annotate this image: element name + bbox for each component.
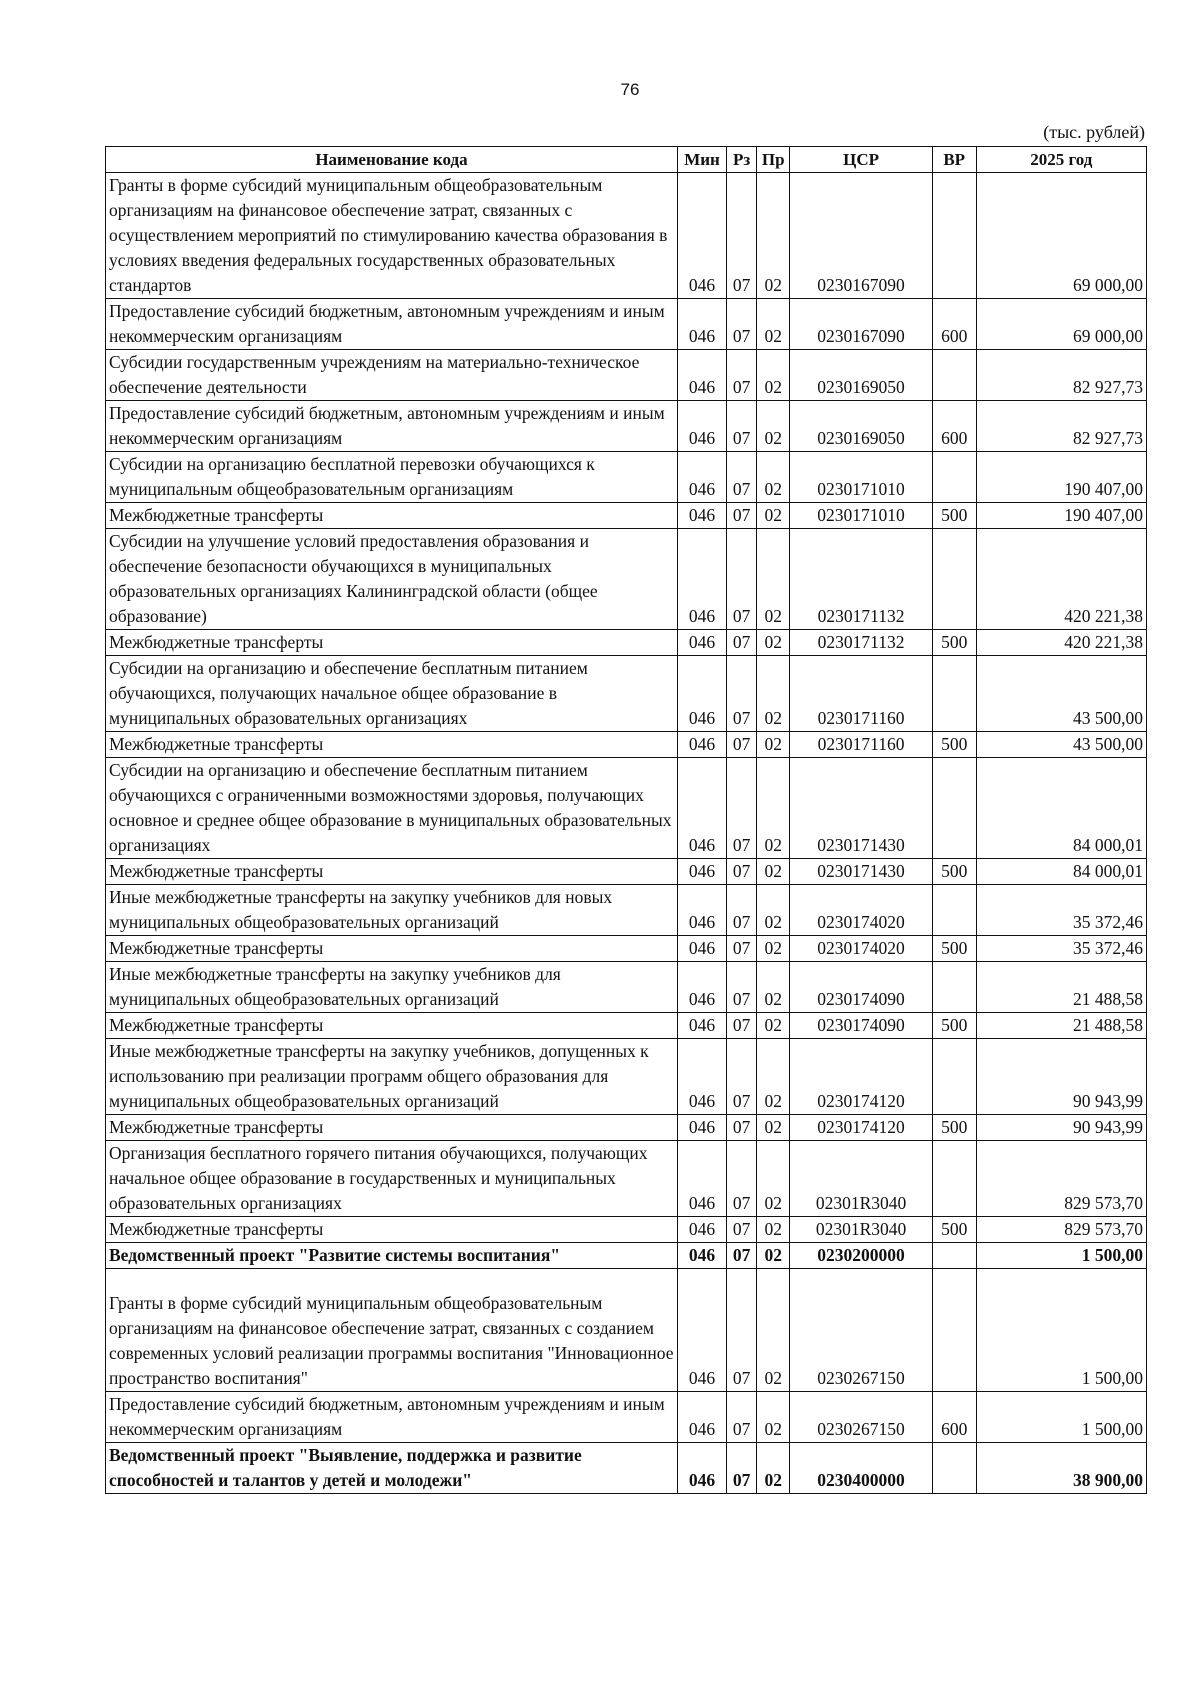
table-row <box>106 1269 1147 1392</box>
table-header-row <box>106 147 1147 173</box>
cell-amount: 84 000,01 <box>976 758 1146 859</box>
cell-rz: 07 <box>727 299 757 350</box>
table-row <box>106 1039 1147 1115</box>
cell-vr <box>932 656 976 732</box>
cell-rz: 07 <box>727 656 757 732</box>
cell-amount: 82 927,73 <box>976 401 1146 452</box>
cell-csr: 0230200000 <box>790 1243 932 1269</box>
cell-amount: 1 500,00 <box>976 1392 1146 1443</box>
cell-name: Гранты в форме субсидий муниципальным общеобразовательным организациям на финансовое обеспечение затрат, связанных с созданием современных условий реализации программы воспитания "Инновационное пространство воспитания" <box>106 1269 678 1392</box>
table-row <box>106 1013 1147 1039</box>
cell-min: 046 <box>677 1269 726 1392</box>
table-row <box>106 962 1147 1013</box>
cell-name: Ведомственный проект "Выявление, поддержка и развитие способностей и талантов у детей и молодежи" <box>106 1443 678 1494</box>
cell-vr <box>932 962 976 1013</box>
cell-vr <box>932 452 976 503</box>
cell-min: 046 <box>677 529 726 630</box>
cell-csr: 0230171132 <box>790 630 932 656</box>
cell-pr: 02 <box>757 1013 790 1039</box>
cell-rz: 07 <box>727 529 757 630</box>
cell-min: 046 <box>677 1115 726 1141</box>
table-row <box>106 630 1147 656</box>
cell-name: Иные межбюджетные трансферты на закупку учебников для муниципальных общеобразовательных организаций <box>106 962 678 1013</box>
cell-csr: 0230171132 <box>790 529 932 630</box>
cell-min: 046 <box>677 350 726 401</box>
cell-amount: 829 573,70 <box>976 1217 1146 1243</box>
cell-rz: 07 <box>727 1243 757 1269</box>
cell-vr: 600 <box>932 1392 976 1443</box>
col-header-rz: Рз <box>727 147 757 173</box>
table-row <box>106 350 1147 401</box>
cell-vr <box>932 1243 976 1269</box>
cell-pr: 02 <box>757 656 790 732</box>
table-row <box>106 1243 1147 1269</box>
cell-amount: 84 000,01 <box>976 859 1146 885</box>
col-header-min: Мин <box>677 147 726 173</box>
cell-pr: 02 <box>757 1269 790 1392</box>
cell-csr: 0230169050 <box>790 350 932 401</box>
cell-vr <box>932 758 976 859</box>
cell-csr: 0230167090 <box>790 173 932 299</box>
cell-vr <box>932 1141 976 1217</box>
cell-min: 046 <box>677 885 726 936</box>
cell-amount: 69 000,00 <box>976 173 1146 299</box>
cell-min: 046 <box>677 1141 726 1217</box>
cell-csr: 0230171010 <box>790 503 932 529</box>
cell-csr: 0230171010 <box>790 452 932 503</box>
cell-min: 046 <box>677 936 726 962</box>
cell-min: 046 <box>677 452 726 503</box>
table-row <box>106 1443 1147 1494</box>
cell-rz: 07 <box>727 1392 757 1443</box>
cell-amount: 420 221,38 <box>976 630 1146 656</box>
table-row <box>106 452 1147 503</box>
cell-min: 046 <box>677 732 726 758</box>
cell-min: 046 <box>677 656 726 732</box>
cell-amount: 190 407,00 <box>976 503 1146 529</box>
cell-csr: 0230174090 <box>790 962 932 1013</box>
cell-pr: 02 <box>757 1243 790 1269</box>
cell-name: Межбюджетные трансферты <box>106 1013 678 1039</box>
cell-vr <box>932 173 976 299</box>
cell-pr: 02 <box>757 1141 790 1217</box>
table-row <box>106 1217 1147 1243</box>
table-row <box>106 1115 1147 1141</box>
cell-name: Межбюджетные трансферты <box>106 503 678 529</box>
cell-pr: 02 <box>757 1392 790 1443</box>
cell-name: Межбюджетные трансферты <box>106 936 678 962</box>
cell-name: Субсидии на организацию и обеспечение бесплатным питанием обучающихся с ограниченными возможностями здоровья, получающих основное и среднее общее образование в муниципальных образовательных организациях <box>106 758 678 859</box>
cell-min: 046 <box>677 1217 726 1243</box>
cell-amount: 38 900,00 <box>976 1443 1146 1494</box>
cell-min: 046 <box>677 1039 726 1115</box>
cell-name: Межбюджетные трансферты <box>106 732 678 758</box>
cell-name: Предоставление субсидий бюджетным, автономным учреждениям и иным некоммерческим организациям <box>106 1392 678 1443</box>
cell-pr: 02 <box>757 885 790 936</box>
cell-csr: 0230267150 <box>790 1392 932 1443</box>
cell-csr: 0230167090 <box>790 299 932 350</box>
cell-rz: 07 <box>727 936 757 962</box>
cell-csr: 0230174020 <box>790 936 932 962</box>
page-number: 76 <box>620 80 640 99</box>
cell-name: Межбюджетные трансферты <box>106 859 678 885</box>
cell-rz: 07 <box>727 962 757 1013</box>
cell-rz: 07 <box>727 173 757 299</box>
cell-csr: 02301R3040 <box>790 1217 932 1243</box>
cell-pr: 02 <box>757 299 790 350</box>
cell-vr <box>932 1039 976 1115</box>
cell-amount: 829 573,70 <box>976 1141 1146 1217</box>
cell-min: 046 <box>677 299 726 350</box>
cell-min: 046 <box>677 758 726 859</box>
cell-vr: 600 <box>932 401 976 452</box>
cell-name: Субсидии на улучшение условий предоставления образования и обеспечение безопасности обучающихся в муниципальных образовательных организациях Калининградской области (общее образование) <box>106 529 678 630</box>
cell-min: 046 <box>677 503 726 529</box>
cell-min: 046 <box>677 962 726 1013</box>
cell-name: Субсидии государственным учреждениям на материально-техническое обеспечение деятельности <box>106 350 678 401</box>
table-row <box>106 1141 1147 1217</box>
cell-rz: 07 <box>727 350 757 401</box>
cell-csr: 0230169050 <box>790 401 932 452</box>
table-row <box>106 173 1147 299</box>
table-row <box>106 656 1147 732</box>
cell-amount: 43 500,00 <box>976 732 1146 758</box>
cell-vr <box>932 885 976 936</box>
col-header-csr: ЦСР <box>790 147 932 173</box>
cell-pr: 02 <box>757 529 790 630</box>
cell-min: 046 <box>677 173 726 299</box>
cell-min: 046 <box>677 1443 726 1494</box>
cell-vr: 500 <box>932 503 976 529</box>
cell-vr: 500 <box>932 732 976 758</box>
cell-pr: 02 <box>757 1115 790 1141</box>
cell-min: 046 <box>677 1392 726 1443</box>
cell-rz: 07 <box>727 1115 757 1141</box>
cell-vr: 500 <box>932 1115 976 1141</box>
cell-name: Иные межбюджетные трансферты на закупку учебников, допущенных к использованию при реализации программ общего образования для муниципальных общеобразовательных организаций <box>106 1039 678 1115</box>
cell-amount: 35 372,46 <box>976 936 1146 962</box>
cell-pr: 02 <box>757 173 790 299</box>
cell-pr: 02 <box>757 503 790 529</box>
cell-rz: 07 <box>727 859 757 885</box>
col-header-vr: ВР <box>932 147 976 173</box>
cell-name: Межбюджетные трансферты <box>106 1217 678 1243</box>
cell-pr: 02 <box>757 758 790 859</box>
cell-vr: 600 <box>932 299 976 350</box>
cell-rz: 07 <box>727 452 757 503</box>
cell-name: Ведомственный проект "Развитие системы воспитания" <box>106 1243 678 1269</box>
cell-csr: 0230174020 <box>790 885 932 936</box>
cell-pr: 02 <box>757 630 790 656</box>
cell-name: Межбюджетные трансферты <box>106 1115 678 1141</box>
cell-rz: 07 <box>727 503 757 529</box>
cell-csr: 0230171430 <box>790 758 932 859</box>
table-row <box>106 299 1147 350</box>
table-row <box>106 529 1147 630</box>
cell-csr: 02301R3040 <box>790 1141 932 1217</box>
cell-rz: 07 <box>727 630 757 656</box>
cell-vr <box>932 529 976 630</box>
cell-pr: 02 <box>757 401 790 452</box>
cell-amount: 21 488,58 <box>976 1013 1146 1039</box>
cell-amount: 90 943,99 <box>976 1039 1146 1115</box>
cell-name: Предоставление субсидий бюджетным, автономным учреждениям и иным некоммерческим организациям <box>106 401 678 452</box>
cell-amount: 1 500,00 <box>976 1269 1146 1392</box>
cell-amount: 21 488,58 <box>976 962 1146 1013</box>
cell-min: 046 <box>677 630 726 656</box>
cell-min: 046 <box>677 401 726 452</box>
cell-pr: 02 <box>757 1217 790 1243</box>
table-row <box>106 732 1147 758</box>
col-header-name: Наименование кода <box>106 147 678 173</box>
cell-vr: 500 <box>932 1013 976 1039</box>
budget-table <box>105 146 1147 1494</box>
cell-amount: 69 000,00 <box>976 299 1146 350</box>
table-body <box>106 173 1147 1494</box>
cell-csr: 0230171160 <box>790 656 932 732</box>
cell-rz: 07 <box>727 1217 757 1243</box>
cell-rz: 07 <box>727 758 757 859</box>
cell-pr: 02 <box>757 1443 790 1494</box>
cell-amount: 1 500,00 <box>976 1243 1146 1269</box>
cell-vr <box>932 1443 976 1494</box>
cell-name: Гранты в форме субсидий муниципальным общеобразовательным организациям на финансовое обеспечение затрат, связанных с осуществлением мероприятий по стимулированию качества образования в условиях введения федеральных государственных образовательных стандартов <box>106 173 678 299</box>
cell-name: Межбюджетные трансферты <box>106 630 678 656</box>
table-row <box>106 1392 1147 1443</box>
cell-csr: 0230174120 <box>790 1039 932 1115</box>
cell-vr: 500 <box>932 859 976 885</box>
cell-csr: 0230171160 <box>790 732 932 758</box>
cell-rz: 07 <box>727 401 757 452</box>
cell-pr: 02 <box>757 350 790 401</box>
cell-vr: 500 <box>932 936 976 962</box>
table-row <box>106 758 1147 859</box>
cell-csr: 0230267150 <box>790 1269 932 1392</box>
cell-pr: 02 <box>757 936 790 962</box>
cell-vr <box>932 350 976 401</box>
cell-vr: 500 <box>932 1217 976 1243</box>
units-label: (тыс. рублей) <box>1043 122 1145 142</box>
col-header-year: 2025 год <box>976 147 1146 173</box>
cell-rz: 07 <box>727 1013 757 1039</box>
cell-amount: 190 407,00 <box>976 452 1146 503</box>
table-row <box>106 885 1147 936</box>
cell-min: 046 <box>677 1243 726 1269</box>
cell-csr: 0230174120 <box>790 1115 932 1141</box>
cell-rz: 07 <box>727 1269 757 1392</box>
cell-csr: 0230400000 <box>790 1443 932 1494</box>
cell-name: Субсидии на организацию бесплатной перевозки обучающихся к муниципальным общеобразовательным организациям <box>106 452 678 503</box>
cell-name: Субсидии на организацию и обеспечение бесплатным питанием обучающихся, получающих начальное общее образование в муниципальных образовательных организациях <box>106 656 678 732</box>
cell-pr: 02 <box>757 962 790 1013</box>
cell-pr: 02 <box>757 732 790 758</box>
table-row <box>106 859 1147 885</box>
cell-amount: 43 500,00 <box>976 656 1146 732</box>
cell-pr: 02 <box>757 1039 790 1115</box>
cell-amount: 35 372,46 <box>976 885 1146 936</box>
cell-rz: 07 <box>727 1443 757 1494</box>
table-row <box>106 936 1147 962</box>
cell-pr: 02 <box>757 452 790 503</box>
cell-amount: 82 927,73 <box>976 350 1146 401</box>
cell-name: Организация бесплатного горячего питания обучающихся, получающих начальное общее образование в государственных и муниципальных образовательных организациях <box>106 1141 678 1217</box>
table-row <box>106 401 1147 452</box>
cell-rz: 07 <box>727 1039 757 1115</box>
cell-min: 046 <box>677 1013 726 1039</box>
cell-amount: 90 943,99 <box>976 1115 1146 1141</box>
table-row <box>106 503 1147 529</box>
cell-csr: 0230174090 <box>790 1013 932 1039</box>
cell-min: 046 <box>677 859 726 885</box>
cell-name: Предоставление субсидий бюджетным, автономным учреждениям и иным некоммерческим организациям <box>106 299 678 350</box>
cell-pr: 02 <box>757 859 790 885</box>
col-header-pr: Пр <box>757 147 790 173</box>
cell-vr <box>932 1269 976 1392</box>
cell-vr: 500 <box>932 630 976 656</box>
cell-rz: 07 <box>727 732 757 758</box>
cell-rz: 07 <box>727 885 757 936</box>
cell-rz: 07 <box>727 1141 757 1217</box>
cell-name: Иные межбюджетные трансферты на закупку учебников для новых муниципальных общеобразовательных организаций <box>106 885 678 936</box>
cell-csr: 0230171430 <box>790 859 932 885</box>
cell-amount: 420 221,38 <box>976 529 1146 630</box>
